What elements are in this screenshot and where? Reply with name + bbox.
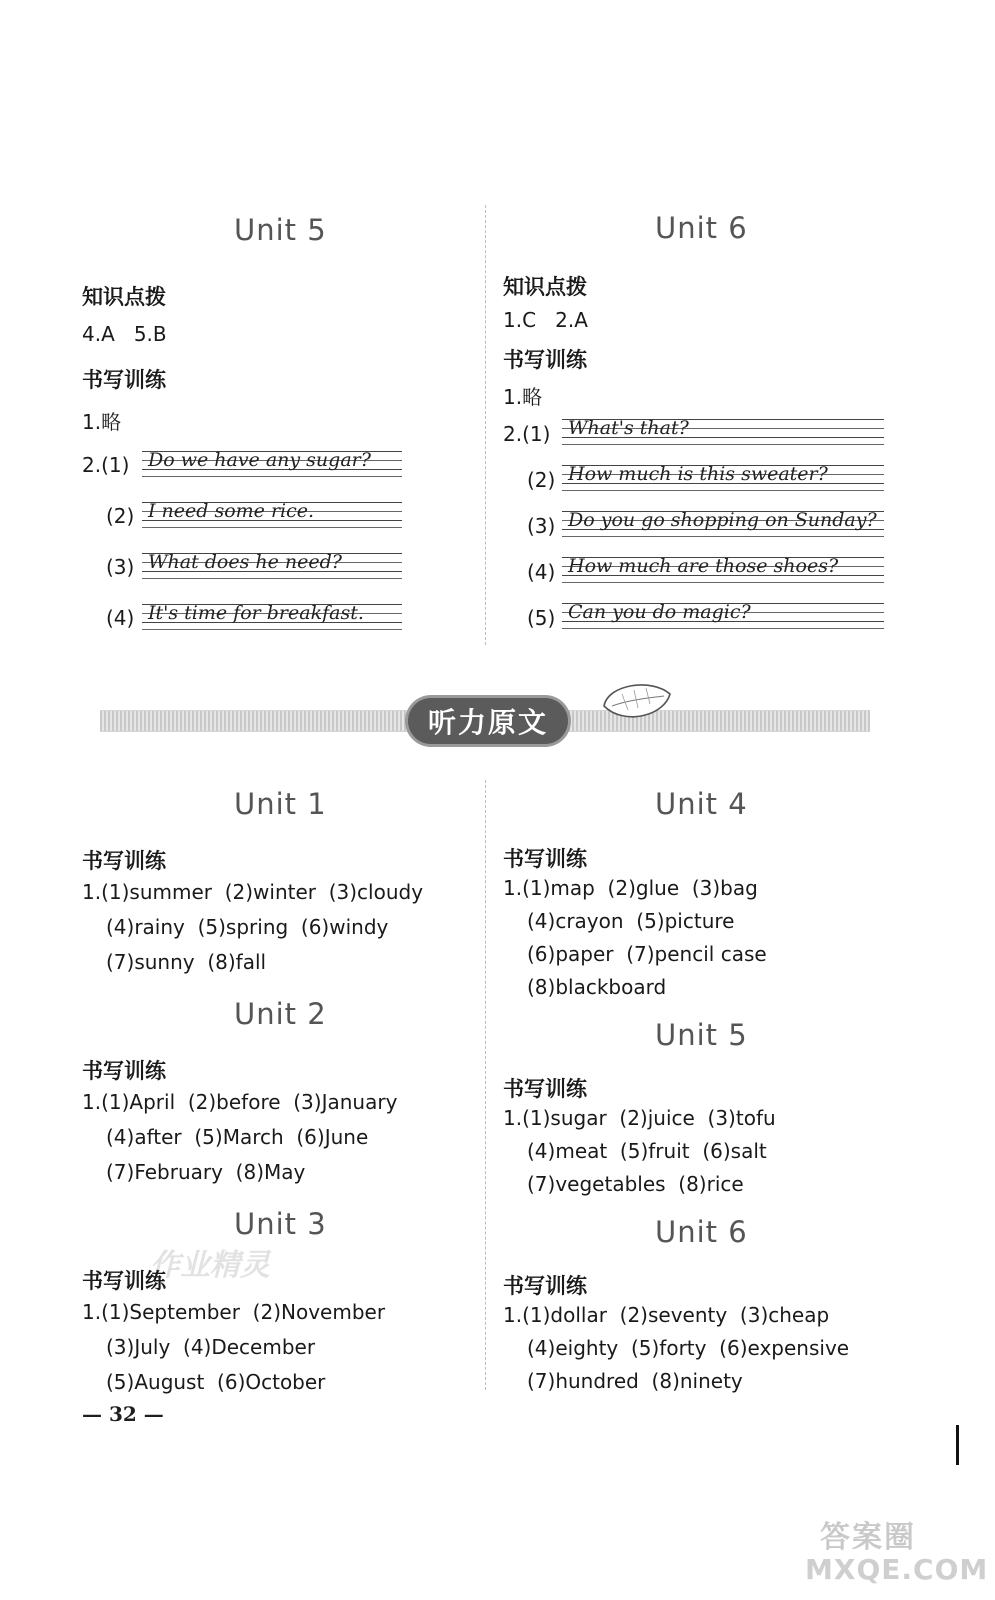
answer-line: 1.(1)map (2)glue (3)bag [503,876,758,900]
unit-title: Unit 1 [234,787,327,821]
answer-line: (8)blackboard [527,975,667,999]
faint-watermark: 作业精灵 [150,1248,270,1283]
section-heading: 知识点拨 [82,285,166,309]
section-heading: 书写训练 [503,1274,587,1298]
answer-line: 4.A 5.B [82,322,167,346]
answer-line: (7)hundred (8)ninety [527,1369,743,1393]
unit-title: Unit 5 [655,1018,748,1052]
answer-line: 1.C 2.A [503,308,588,332]
unit-title: Unit 6 [655,1215,748,1249]
answer-line: (4)eighty (5)forty (6)expensive [527,1336,850,1360]
unit-title: Unit 3 [234,1207,327,1241]
unit-title: Unit 6 [655,211,748,245]
answer-line: 1.略 [82,410,122,434]
handwritten-answer: I need some rice. [148,500,315,522]
leaf-decoration-icon [598,676,676,728]
handwritten-answer: What does he need? [148,551,342,573]
answer-line: (4)crayon (5)picture [527,909,735,933]
section-heading: 书写训练 [82,1059,166,1083]
handwritten-answer: It's time for breakfast. [148,602,364,624]
answer-line: (7)vegetables (8)rice [527,1172,744,1196]
section-heading: 知识点拨 [503,275,587,299]
answer-line: 1.略 [503,385,543,409]
watermark-text: MXQE.COM [805,1553,989,1586]
item-number: (4) [106,606,135,630]
column-divider-top [485,205,486,645]
handwritten-answer: How much are those shoes? [568,555,839,577]
watermark-stamp: 答案圈 [820,1520,916,1555]
section-heading: 书写训练 [82,1269,166,1293]
answer-line: (5)August (6)October [106,1370,326,1394]
section-heading: 书写训练 [82,849,166,873]
answer-line: (4)rainy (5)spring (6)windy [106,915,389,939]
page-number: — 32 — [82,1402,164,1426]
answer-line: (7)sunny (8)fall [106,950,267,974]
answer-line: 1.(1)sugar (2)juice (3)tofu [503,1106,776,1130]
item-number: (3) [527,514,556,538]
item-number: (3) [106,555,135,579]
answer-line: (7)February (8)May [106,1160,306,1184]
item-number: 2.(1) [503,422,551,446]
answer-line: (4)meat (5)fruit (6)salt [527,1139,767,1163]
answer-line: (6)paper (7)pencil case [527,942,767,966]
section-heading: 书写训练 [82,368,166,392]
answer-line: (3)July (4)December [106,1335,316,1359]
answer-line: (4)after (5)March (6)June [106,1125,369,1149]
unit-title: Unit 5 [234,213,327,247]
answer-line: 1.(1)April (2)before (3)January [82,1090,398,1114]
edge-mark [956,1425,959,1465]
column-divider-bottom [485,780,486,1390]
answer-line: 1.(1)September (2)November [82,1300,386,1324]
handwritten-answer: Do we have any sugar? [148,449,371,471]
section-heading: 书写训练 [503,348,587,372]
unit-title: Unit 2 [234,997,327,1031]
unit-title: Unit 4 [655,787,748,821]
section-banner [408,698,568,744]
handwritten-answer: Do you go shopping on Sunday? [568,509,877,531]
section-heading: 书写训练 [503,847,587,871]
handwritten-answer: Can you do magic? [568,601,751,623]
answer-line: 1.(1)dollar (2)seventy (3)cheap [503,1303,830,1327]
item-number: 2.(1) [82,453,130,477]
handwritten-answer: How much is this sweater? [568,463,828,485]
banner-title: 听力原文 [427,706,548,739]
item-number: (5) [527,606,556,630]
item-number: (2) [106,504,135,528]
section-heading: 书写训练 [503,1077,587,1101]
item-number: (4) [527,560,556,584]
item-number: (2) [527,468,556,492]
answer-line: 1.(1)summer (2)winter (3)cloudy [82,880,424,904]
handwritten-answer: What's that? [568,417,689,439]
